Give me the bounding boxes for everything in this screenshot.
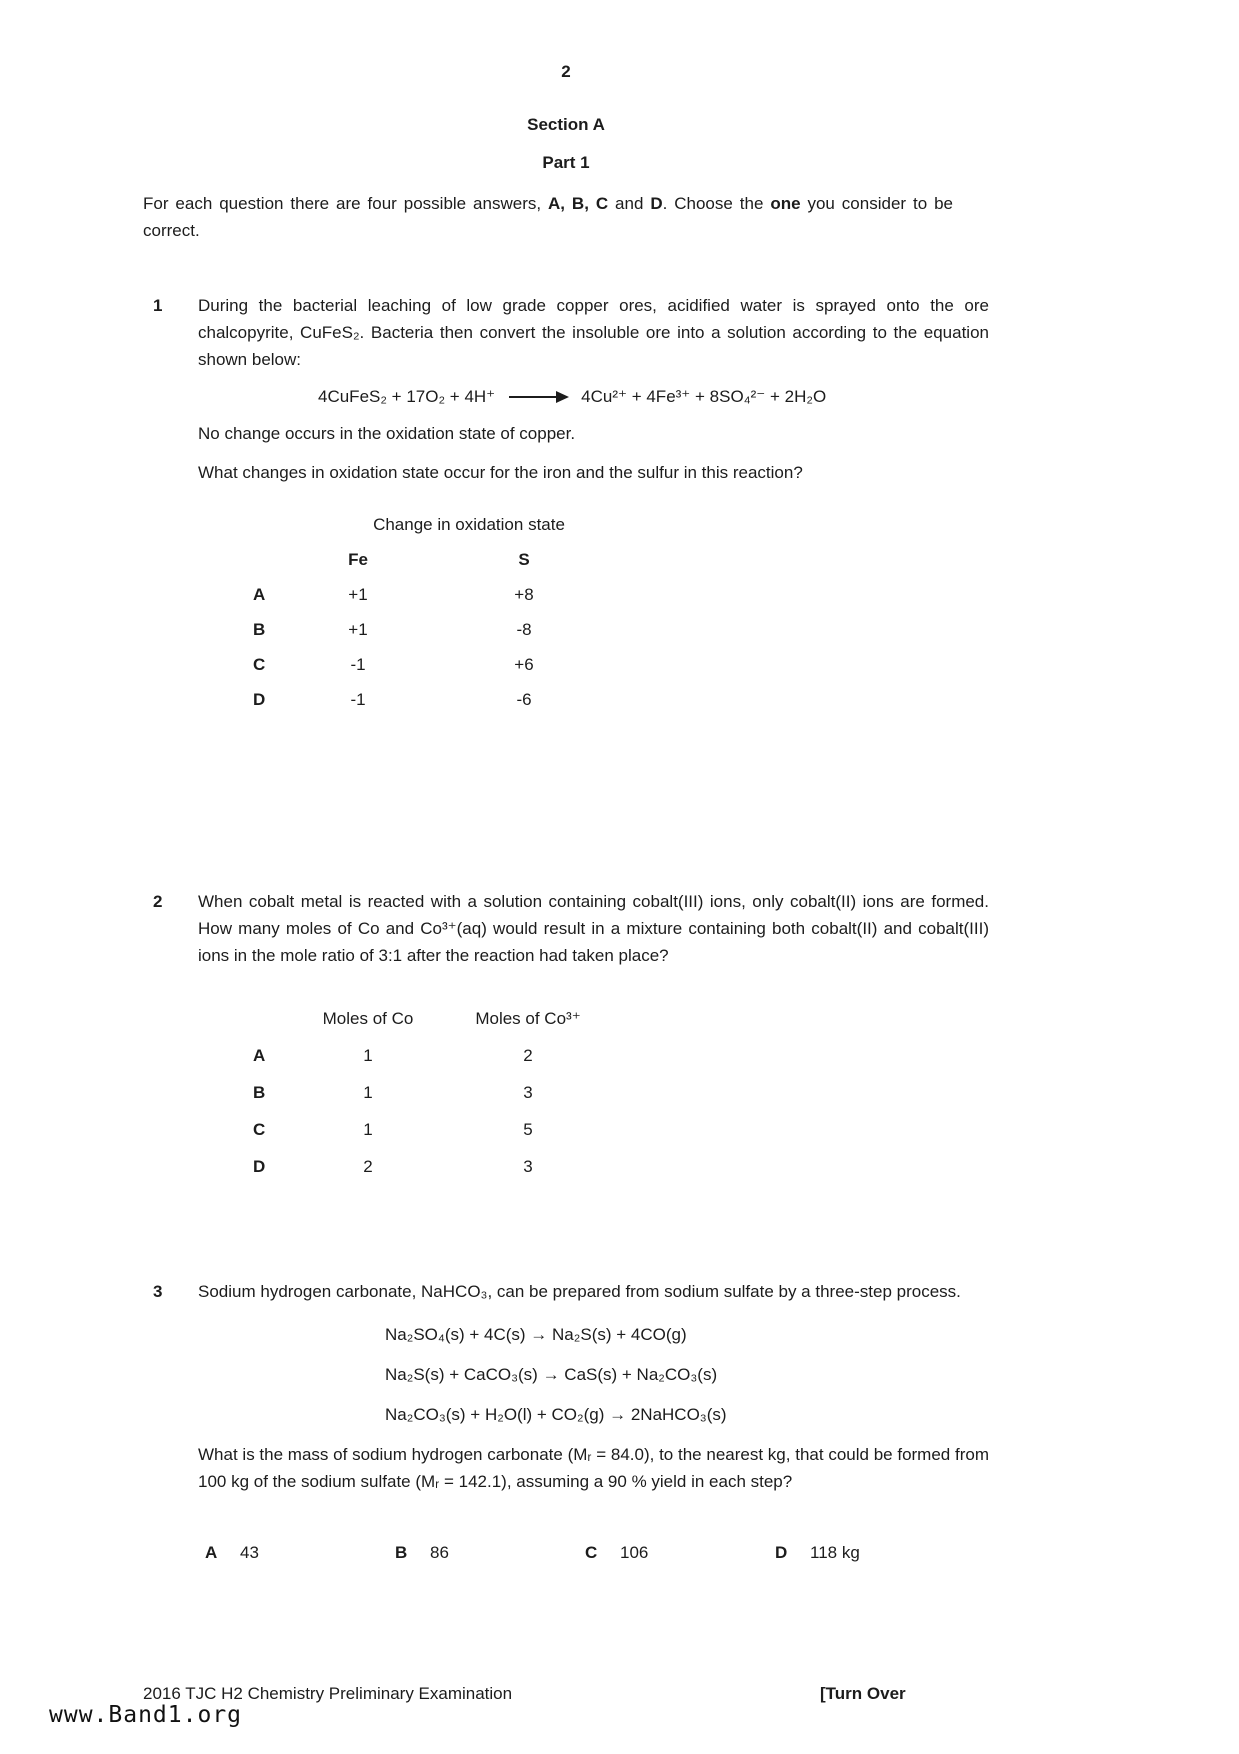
- watermark-url: www.Band1.org: [49, 1702, 243, 1728]
- section-title: Section A: [527, 115, 605, 134]
- instructions-text: you consider to be correct.: [143, 194, 953, 240]
- option-value: 106: [620, 1543, 649, 1562]
- equation-rhs: 4Cu²⁺ + 4Fe³⁺ + 8SO₄²⁻ + 2H₂O: [581, 387, 827, 406]
- option-d: [775, 1539, 965, 1566]
- question-3: [143, 1278, 989, 1566]
- option-letter: A: [205, 1543, 218, 1562]
- reaction-arrow-icon: [509, 396, 567, 398]
- question-3-equations: [385, 1321, 989, 1428]
- option-b: [395, 1539, 585, 1566]
- option-value-co3: 3: [523, 1083, 533, 1102]
- instructions-text: . Choose the: [662, 194, 771, 213]
- option-value-s: +6: [514, 655, 534, 674]
- option-letter: C: [253, 655, 266, 674]
- oxidation-state-table: [253, 511, 989, 713]
- option-a: [205, 1539, 395, 1566]
- part-title: Part 1: [542, 153, 590, 172]
- option-value: 43: [240, 1543, 259, 1562]
- spacer: [253, 546, 303, 573]
- option-value-co3: 3: [523, 1157, 533, 1176]
- option-letter: D: [253, 690, 266, 709]
- option-value-co: 1: [363, 1083, 373, 1102]
- question-1-number: 1: [153, 296, 163, 315]
- page-number: 2: [561, 62, 571, 81]
- option-letter: B: [395, 1543, 408, 1562]
- option-value-s: -6: [516, 690, 532, 709]
- option-letter: C: [585, 1543, 598, 1562]
- option-letter: B: [253, 1083, 266, 1102]
- moles-table: [253, 1005, 989, 1180]
- question-2: [143, 888, 989, 1180]
- instructions-text: one: [770, 194, 801, 213]
- question-3-prompt: What is the mass of sodium hydrogen carbonate (Mᵣ = 84.0), to the nearest kg, that could be formed from 100 kg of the sodium sulfate (Mᵣ = 142.1), assuming a 90 % yield in each step?: [198, 1445, 989, 1491]
- option-value-fe: +1: [348, 585, 368, 604]
- option-letter: C: [253, 1120, 266, 1139]
- instructions-text: For each question there are four possible answers,: [143, 194, 548, 213]
- spacer: [253, 1005, 303, 1032]
- column-header-moles-co3: Moles of Co³⁺: [475, 1009, 581, 1028]
- instructions-text: A, B, C: [548, 194, 609, 213]
- option-value-co: 1: [363, 1046, 373, 1065]
- option-value-fe: -1: [350, 690, 366, 709]
- question-1-text: During the bacterial leaching of low grade copper ores, acidified water is sprayed onto the ore chalcopyrite, CuFeS₂. Bacteria then convert the insoluble ore into a solution according to the equation shown below:: [198, 296, 989, 369]
- column-header-s: S: [518, 550, 530, 569]
- question-2-text: When cobalt metal is reacted with a solution containing cobalt(III) ions, only cobalt(II) ions are formed. How many moles of Co and Co³⁺(aq) would result in a mixture containing both cobalt(II) and cobalt(III) ions in the mole ratio of 3:1 after the reaction had taken place?: [198, 892, 989, 965]
- chemical-equation-3: Na₂CO₃(s) + H₂O(l) + CO₂(g) → 2NaHCO₃(s): [385, 1405, 727, 1424]
- question-3-options: [205, 1539, 989, 1566]
- equation-lhs: 4CuFeS₂ + 17O₂ + 4H⁺: [318, 387, 496, 406]
- turn-over-label: [Turn Over: [820, 1684, 906, 1703]
- option-value: 118 kg: [810, 1543, 860, 1562]
- option-value-fe: -1: [350, 655, 366, 674]
- question-1-prompt: What changes in oxidation state occur for the iron and the sulfur in this reaction?: [198, 463, 803, 482]
- question-2-number: 2: [153, 892, 163, 911]
- instructions-text: D: [650, 194, 663, 213]
- footer-exam-title: 2016 TJC H2 Chemistry Preliminary Examination: [143, 1684, 513, 1703]
- question-1-note: No change occurs in the oxidation state of copper.: [198, 424, 576, 443]
- option-value-co3: 5: [523, 1120, 533, 1139]
- question-1: [143, 292, 989, 713]
- chemical-equation-2: Na₂S(s) + CaCO₃(s) → CaS(s) + Na₂CO₃(s): [385, 1365, 718, 1384]
- option-letter: D: [775, 1543, 788, 1562]
- table-title: Change in oxidation state: [373, 515, 565, 534]
- instructions-paragraph: [143, 190, 953, 244]
- option-value: 86: [430, 1543, 449, 1562]
- option-c: [585, 1539, 775, 1566]
- option-value-fe: +1: [348, 620, 368, 639]
- chemical-equation-1: Na₂SO₄(s) + 4C(s) → Na₂S(s) + 4CO(g): [385, 1325, 687, 1344]
- option-value-co3: 2: [523, 1046, 533, 1065]
- option-letter: D: [253, 1157, 266, 1176]
- option-value-co: 2: [363, 1157, 373, 1176]
- option-value-co: 1: [363, 1120, 373, 1139]
- question-1-reaction-equation: [318, 383, 989, 410]
- column-header-fe: Fe: [348, 550, 368, 569]
- option-letter: A: [253, 585, 266, 604]
- option-letter: A: [253, 1046, 266, 1065]
- question-3-text: Sodium hydrogen carbonate, NaHCO₃, can be prepared from sodium sulfate by a three-step process.: [198, 1282, 961, 1301]
- instructions-text: and: [608, 194, 651, 213]
- question-3-number: 3: [153, 1282, 163, 1301]
- option-value-s: -8: [516, 620, 532, 639]
- option-value-s: +8: [514, 585, 534, 604]
- column-header-moles-co: Moles of Co: [322, 1009, 414, 1028]
- option-letter: B: [253, 620, 266, 639]
